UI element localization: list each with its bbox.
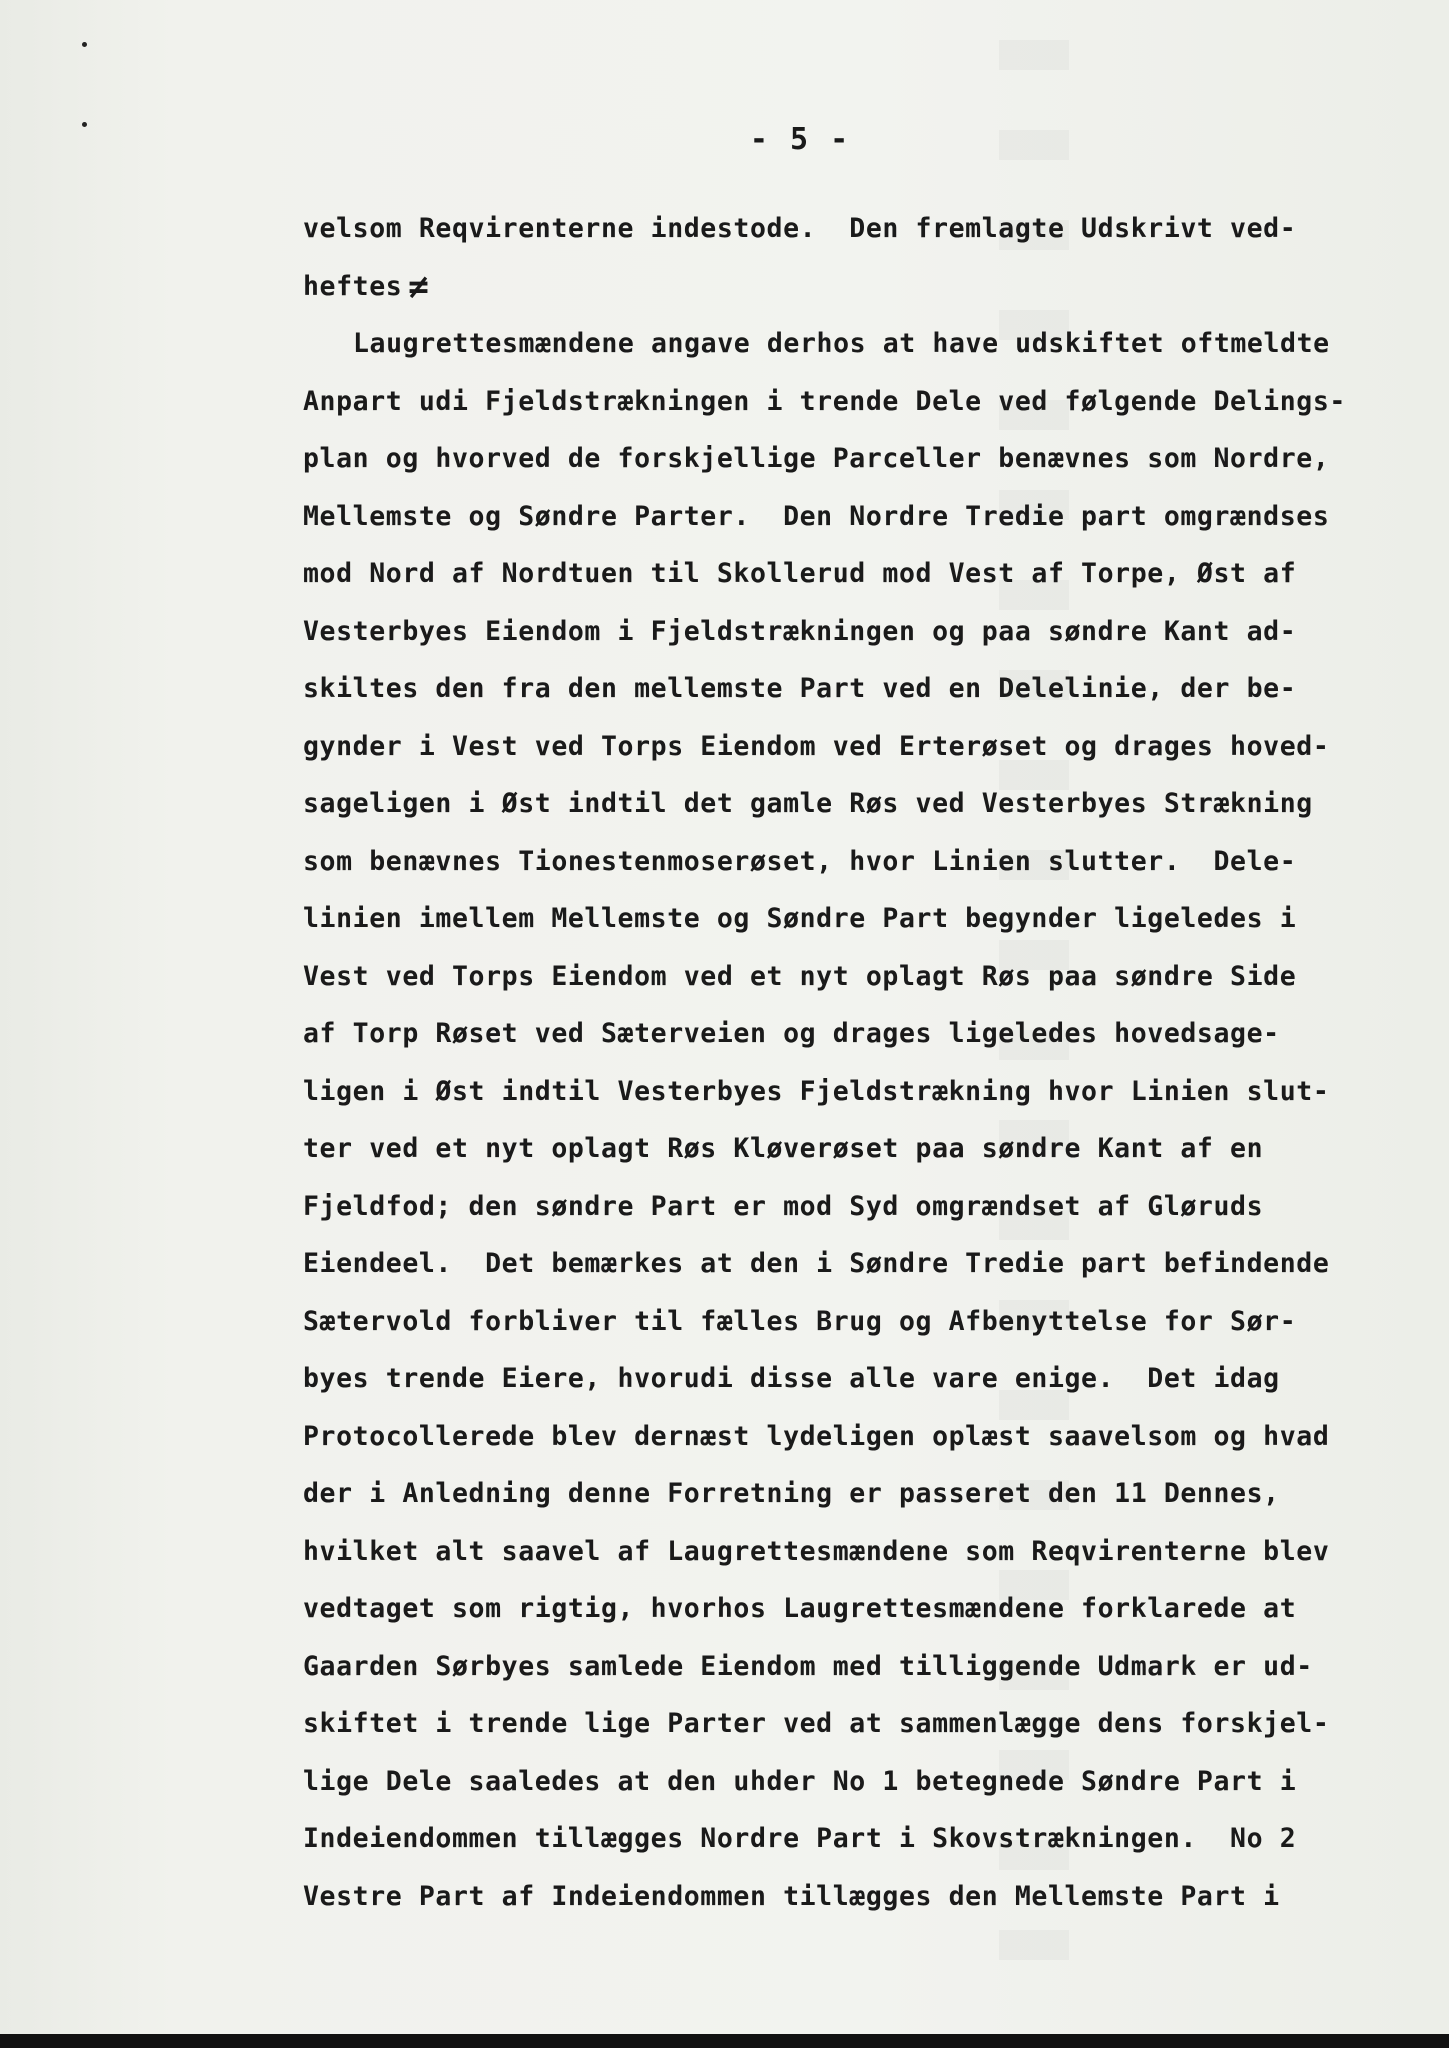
scan-edge xyxy=(0,2034,1449,2048)
text-line: byes trende Eiere, hvorudi disse alle vare enige. Det idag xyxy=(303,1363,1280,1394)
text-line: lige Dele saaledes at den uhder No 1 betegnede Søndre Part i xyxy=(303,1765,1297,1797)
text-line: linien imellem Mellemste og Søndre Part begynder ligeledes i xyxy=(303,903,1297,934)
page-number: - 5 - xyxy=(749,122,851,157)
text-line: af Torp Røset ved Sæterveien og drages ligeledes hovedsage- xyxy=(303,1018,1280,1049)
typed-text-body xyxy=(303,200,1413,1925)
text-line: Vesterbyes Eiendom i Fjeldstrækningen og paa søndre Kant ad- xyxy=(303,615,1297,647)
text-line: vedtaget som rigtig, hvorhos Laugrettesmændene forklarede at xyxy=(303,1593,1297,1624)
text-line: Fjeldfod; den søndre Part er mod Syd omgrændset af Gløruds xyxy=(303,1190,1264,1222)
text-line: Gaarden Sørbyes samlede Eiendom med tilliggende Udmark er ud- xyxy=(303,1650,1313,1682)
text-line: Vestre Part af Indeiendommen tillægges den Mellemste Part i xyxy=(303,1880,1280,1912)
text-line: plan og hvorved de forskjellige Parceller benævnes som Nordre, xyxy=(303,443,1330,474)
text-line: skiltes den fra den mellemste Part ved en Delelinie, der be- xyxy=(303,673,1297,704)
text-line: Eiendeel. Det bemærkes at den i Søndre Tredie part befindende xyxy=(303,1248,1330,1279)
text-line: gynder i Vest ved Torps Eiendom ved Erterøset og drages hoved- xyxy=(303,730,1330,762)
text-line-content: heftes xyxy=(303,270,403,302)
text-line: Vest ved Torps Eiendom ved et nyt oplagt Røs paa søndre Side xyxy=(303,960,1297,992)
text-line: sageligen i Øst indtil det gamle Røs ved Vesterbyes Strækning xyxy=(303,788,1313,819)
margin-speck xyxy=(82,122,87,127)
text-line xyxy=(303,258,1413,316)
text-line: mod Nord af Nordtuen til Skollerud mod Vest af Torpe, Øst af xyxy=(303,558,1297,589)
text-line: der i Anledning denne Forretning er passeret den 11 Dennes, xyxy=(303,1478,1280,1509)
text-line: hvilket alt saavel af Laugrettesmændene som Reqvirenterne blev xyxy=(303,1535,1330,1567)
text-line: skiftet i trende lige Parter ved at sammenlægge dens forskjel- xyxy=(303,1708,1330,1739)
text-line: Sætervold forbliver til fælles Brug og Afbenyttelse for Sør- xyxy=(303,1305,1297,1337)
margin-speck xyxy=(82,42,87,47)
text-line: Indeiendommen tillægges Nordre Part i Skovstrækningen. No 2 xyxy=(303,1823,1297,1854)
handwritten-mark: ≠ xyxy=(408,267,430,307)
text-line: Anpart udi Fjeldstrækningen i trende Dele ved følgende Delings- xyxy=(303,385,1346,417)
text-line: ter ved et nyt oplagt Røs Kløverøset paa søndre Kant af en xyxy=(303,1133,1264,1164)
text-line: som benævnes Tionestenmoserøset, hvor Linien slutter. Dele- xyxy=(303,845,1297,877)
text-line: Protocollerede blev dernæst lydeligen oplæst saavelsom og hvad xyxy=(303,1420,1330,1452)
text-line: ligen i Øst indtil Vesterbyes Fjeldstrækning hvor Linien slut- xyxy=(303,1075,1330,1107)
text-line: Mellemste og Søndre Parter. Den Nordre Tredie part omgrændses xyxy=(303,500,1330,532)
text-line: Laugrettesmændene angave derhos at have udskiftet oftmeldte xyxy=(353,328,1330,359)
text-line: velsom Reqvirenterne indestode. Den fremlagte Udskrivt ved- xyxy=(303,213,1297,244)
